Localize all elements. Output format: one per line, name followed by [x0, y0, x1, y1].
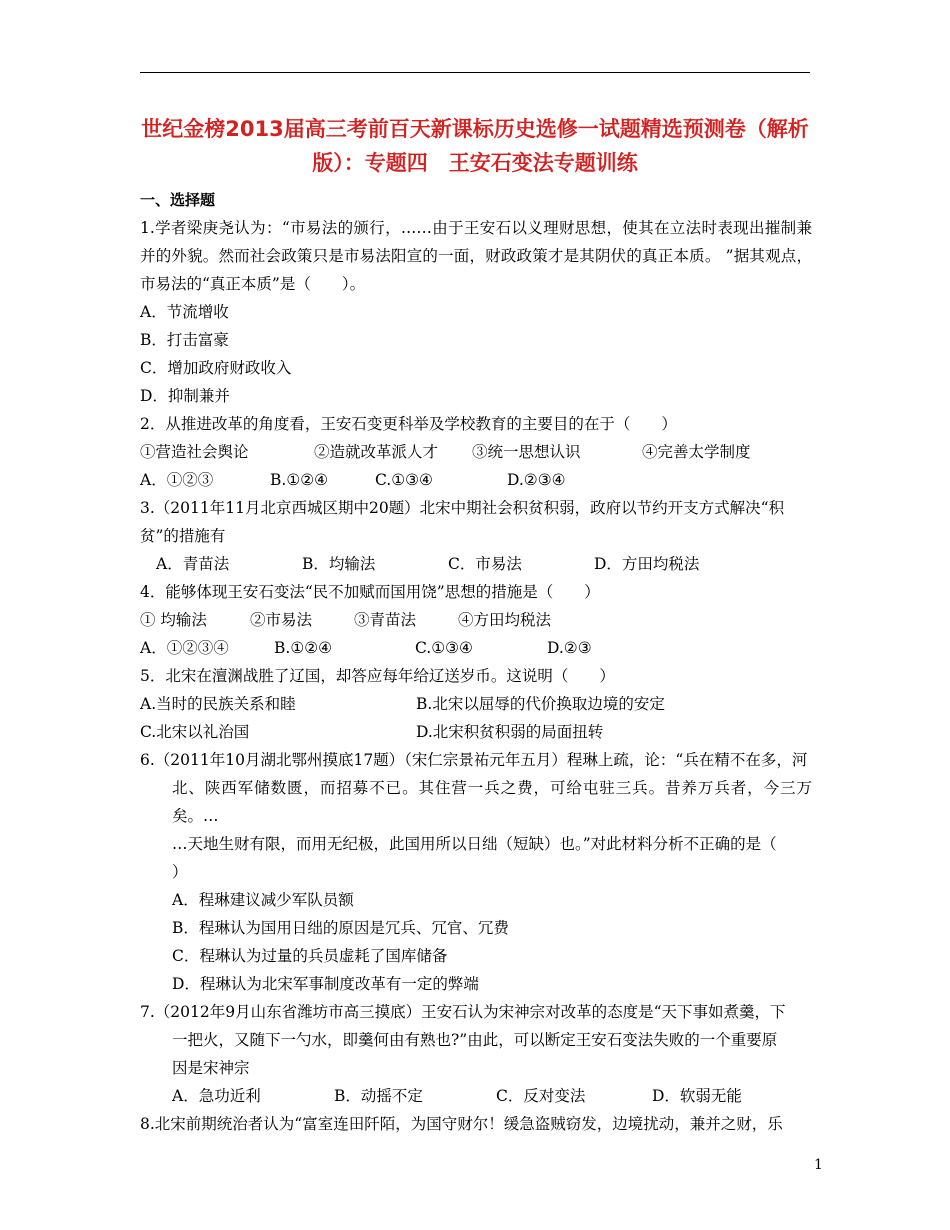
question-4-item-3: ③青苗法	[354, 611, 417, 629]
question-3-stem-line-2: 贫”的措施有	[140, 527, 226, 545]
question-4-option-a: A．①②③④	[140, 639, 229, 657]
question-3-option-d: D．方田均税法	[594, 555, 700, 573]
section-heading: 一、选择题	[140, 191, 216, 209]
question-6-option-c: C．程琳认为过量的兵员虚耗了国库储备	[172, 947, 448, 965]
question-7-option-c: C．反对变法	[496, 1087, 586, 1105]
question-6-option-b: B．程琳认为国用日绌的原因是冗兵、冗官、冗费	[172, 919, 509, 937]
question-3-stem-line-1: 3.（2011年11月北京西城区期中20题）北宋中期社会积贫积弱，政府以节约开支方式解决“积	[140, 499, 785, 517]
question-7-options	[140, 1082, 812, 1110]
question-5-option-c: C.北宋以礼治国	[140, 723, 250, 741]
question-4-option-b: B.①②④	[274, 639, 333, 657]
page-number: 1	[814, 1157, 823, 1173]
question-2-option-c: C.①③④	[375, 471, 433, 489]
question-4-option-d: D.②③	[547, 639, 592, 657]
document-body	[140, 186, 812, 1138]
question-4-options	[140, 634, 812, 662]
question-6-stem-line-4: ）	[172, 863, 188, 881]
question-2-items	[140, 438, 812, 466]
question-1-option-a: A．节流增收	[140, 303, 229, 321]
question-6-option-d: D．程琳认为北宋军事制度改革有一定的弊端	[172, 975, 479, 993]
question-5-option-b: B.北宋以屈辱的代价换取边境的安定	[416, 695, 665, 713]
question-7-stem-line-2: 一把火，又随下一勺水，即羹何由有熟也?”由此，可以断定王安石变法失败的一个重要原	[172, 1031, 778, 1049]
question-6-stem-line-1: 6.（2011年10月湖北鄂州摸底17题）（宋仁宗景祐元年五月）程琳上疏，论：“兵在精不在多，河	[140, 751, 808, 769]
question-7-stem-line-1: 7.（2012年9月山东省潍坊市高三摸底）王安石认为宋神宗对改革的态度是“天下事如煮羹，下	[140, 1003, 786, 1021]
question-4-option-c: C.①③④	[415, 639, 473, 657]
question-5-options-row-1	[140, 690, 812, 718]
question-4-items	[140, 606, 812, 634]
question-4-item-4: ④方田均税法	[458, 611, 552, 629]
question-7-stem-line-3: 因是宋神宗	[172, 1059, 250, 1077]
question-2-item-1: ①营造社会舆论	[140, 443, 249, 461]
question-2-item-2: ②造就改革派人才	[314, 443, 439, 461]
question-5-option-d: D.北宋积贫积弱的局面扭转	[416, 723, 604, 741]
question-1-option-c: C．增加政府财政收入	[140, 359, 292, 377]
question-6-option-a: A．程琳建议减少军队员额	[172, 891, 354, 909]
question-6-stem-line-2: 北、陕西军储数匮，而招募不已。其住营一兵之费，可给屯驻三兵。昔养万兵者，今三万矣。…	[172, 779, 812, 825]
question-3-option-b: B．均输法	[302, 555, 376, 573]
question-2-item-3: ③统一思想认识	[472, 443, 581, 461]
question-1-option-b: B．打击富豪	[140, 331, 229, 349]
question-5-option-a: A.当时的民族关系和睦	[140, 695, 296, 713]
question-7-option-d: D．软弱无能	[652, 1087, 742, 1105]
question-2-item-4: ④完善太学制度	[642, 443, 751, 461]
question-2-options	[140, 466, 812, 494]
question-4-item-2: ②市易法	[250, 611, 313, 629]
question-6-stem-line-3: …天地生财有限，而用无纪极，此国用所以日绌（短缺）也。”对此材料分析不正确的是（	[172, 835, 777, 853]
document-title: 世纪金榜2013届高三考前百天新课标历史选修一试题精选预测卷（解析版）：专题四 王安石变法专题训练	[141, 117, 809, 175]
question-2-stem: 2．从推进改革的角度看，王安石变更科举及学校教育的主要目的在于（ ）	[140, 415, 677, 433]
question-1-stem: 1.学者梁庚尧认为：“市易法的颁行，……由于王安石以义理财思想，使其在立法时表现出摧制兼并的外貌。然而社会政策只是市易法阳宣的一面，财政政策才是其阴伏的真正本质。 ”据其观点，市易法的“真正本质”是（ ）。	[140, 219, 812, 293]
question-7-option-a: A．急功近利	[172, 1087, 261, 1105]
question-4-stem: 4．能够体现王安石变法“民不加赋而国用饶”思想的措施是（ ）	[140, 583, 600, 601]
question-2-option-b: B.①②④	[270, 471, 329, 489]
question-7-option-b: B．动摇不定	[334, 1087, 423, 1105]
question-3-options	[140, 550, 812, 578]
question-5-stem: 5．北宋在澶渊战胜了辽国，却答应每年给辽送岁币。这说明（ ）	[140, 667, 615, 685]
question-4-item-1: ① 均输法	[140, 611, 207, 629]
question-3-option-c: C．市易法	[448, 555, 522, 573]
question-1-option-d: D．抑制兼并	[140, 387, 230, 405]
question-8-stem: 8.北宋前期统治者认为“富室连田阡陌，为国守财尔！缓急盗贼窃发，边境扰动，兼并之财，乐	[140, 1115, 783, 1133]
question-5-options-row-2	[140, 718, 812, 746]
question-2-option-a: A．①②③	[140, 471, 214, 489]
header-rule	[140, 72, 810, 73]
question-2-option-d: D.②③④	[507, 471, 566, 489]
question-3-option-a: A．青苗法	[156, 555, 230, 573]
